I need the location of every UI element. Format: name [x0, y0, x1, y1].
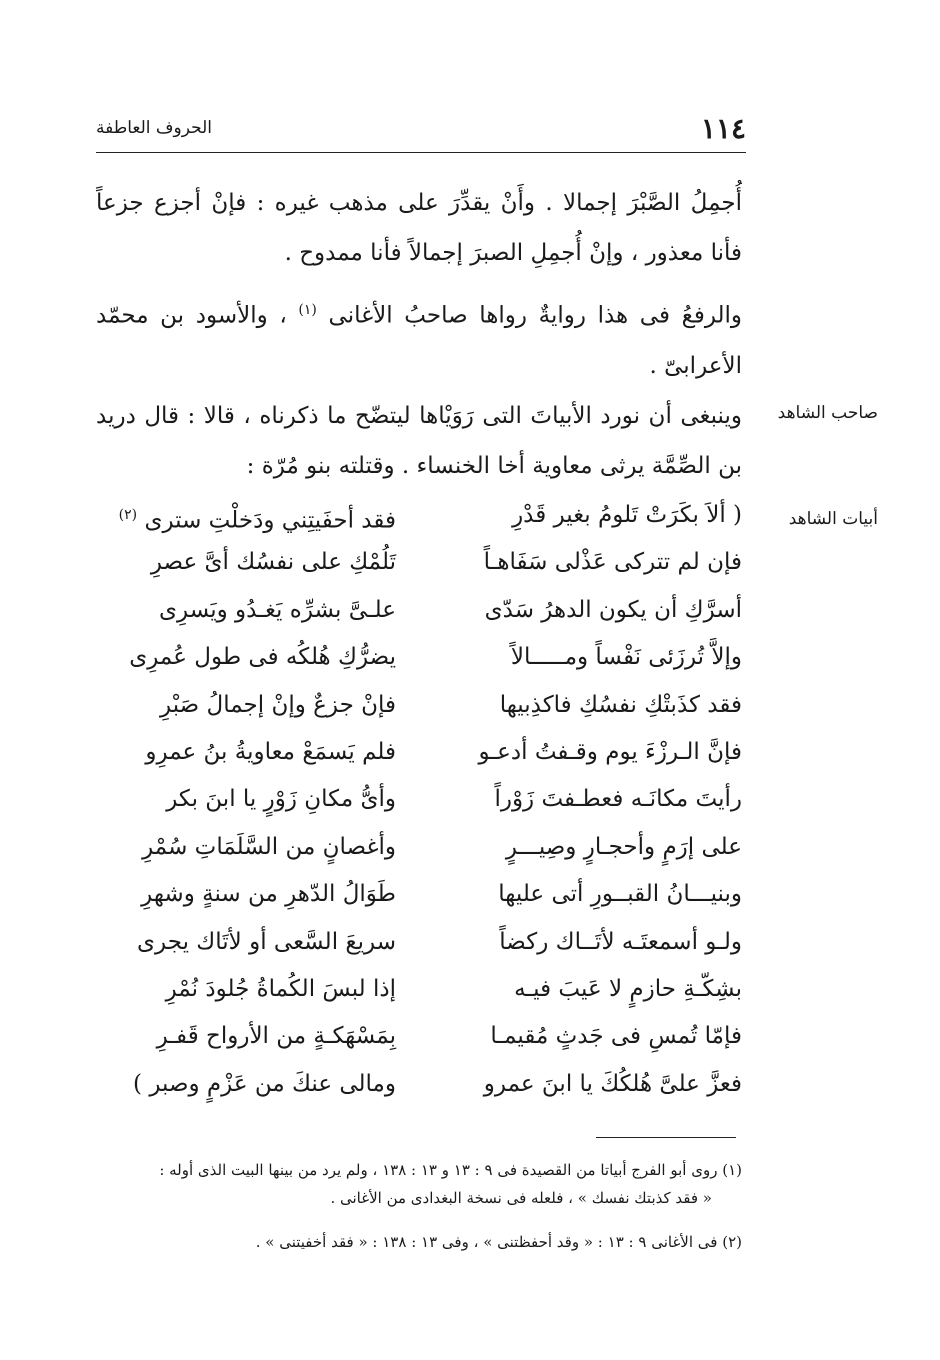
verse-second-hemistich: فلم يَسمَعْ معاويةُ بنُ عمرِو	[145, 738, 396, 765]
verse-first-hemistich: فعزَّ علىَّ هُلكُكَ يا ابنَ عمرو	[483, 1070, 742, 1097]
poem-verse	[96, 634, 742, 681]
verse-second-hemistich: وأغصانٍ من السَّلَمَاتِ سُمْرِ	[142, 833, 396, 860]
footnote-2: (٢) فى الأغانى ٩ : ١٣ : « وقد أحفظتنى » ، وفى ١٣ : ١٣٨ : « فقد أخفيتنى » .	[255, 1233, 742, 1251]
poem-verse	[96, 729, 742, 776]
poem-verse	[96, 587, 742, 634]
verse-first-hemistich: فإمّا تُمسِ فى جَدثٍ مُقيمـا	[490, 1023, 742, 1050]
margin-note-author: صاحب الشاهد	[777, 403, 878, 423]
section-title: الحروف العاطفة	[96, 118, 213, 138]
verse-first-hemistich: ولـو أسمعتَـه لأتَــاك ركضاً	[499, 928, 742, 955]
verse-second-hemistich: فإنْ جزعٌ وإنْ إجمالُ صَبْرِ	[160, 691, 396, 718]
paragraph-riwaya	[96, 285, 798, 391]
verse-second-hemistich: سريعَ السَّعى أو لأتَاك يجرى	[137, 928, 396, 955]
paragraph-riwaya-text: والرفعُ فى هذا روايةٌ رواها صاحبُ الأغانى	[328, 302, 743, 329]
verse-first-hemistich: وبنيـــانُ القبــورِ أتى عليها	[498, 881, 742, 908]
poem-verse	[96, 1013, 742, 1060]
poem-verse	[96, 682, 742, 729]
footnote-rule	[596, 1137, 736, 1138]
paragraph-intro-verses: وينبغى أن نورد الأبياتَ التى رَوَيْاها ليتضّح ما ذكرناه ، قالا : قال دريد بن الصِّمَّة يرثى معاوية أخا الخنساء . وقتلته بنو مُرّة :	[96, 403, 742, 479]
footnote-ref-2[interactable]: (٢)	[118, 507, 138, 523]
poem-verse	[96, 824, 742, 871]
verse-second-hemistich	[96, 492, 396, 545]
verse-second-hemistich: وأىُّ مكانِ زَوْرٍ يا ابنَ بكر	[166, 786, 396, 813]
poem-verse	[96, 871, 742, 918]
header-rule	[96, 152, 746, 153]
footnote-ref-1[interactable]: (١)	[298, 302, 317, 318]
page-number: ١١٤	[700, 112, 746, 145]
verse-first-hemistich: أسرَّكِ أن يكون الدهرُ سَدّى	[484, 596, 742, 623]
verse-second-hemistich: علـىَّ بشرِّه يَغـدُو ويَسرِى	[159, 596, 396, 623]
running-head	[96, 112, 746, 146]
verse-second-hemistich: طَوَالُ الدّهرِ من سنةٍ وشهرِ	[141, 881, 396, 908]
verse-first-hemistich: ( ألاَ بكَرَتْ تَلومُ بغير قَدْرِ	[512, 502, 742, 528]
verse-first-hemistich: رأيتَ مكانَـه فعطـفتَ زَوْراً	[494, 786, 742, 813]
poem	[96, 492, 742, 1108]
verse-second-hemistich: تَلُمْكِ على نفسُك أىَّ عصرِ	[150, 549, 396, 576]
verse-first-hemistich: فإن لم تتركى عَذْلى سَفَاهـاً	[483, 549, 742, 576]
verse-first-hemistich: بشِكّـةِ حازمٍ لا عَيبَ فيـه	[514, 975, 742, 1002]
footnote-1-line-1: (١) روى أبو الفرج أبياتا من القصيدة فى ٩ : ١٣ و ١٣ : ١٣٨ ، ولم يرد من بينها البيت الذى أوله :	[159, 1161, 742, 1179]
poem-verse	[96, 776, 742, 823]
poem-verse	[96, 1061, 742, 1108]
verse-first-hemistich: فقد كذَبتْكِ نفسُكِ فاكذِبيها	[499, 691, 742, 718]
verse-first-hemistich: فإنَّ الـرزْءَ يوم وقـفتُ أدعـو	[478, 738, 742, 765]
verse-second-hemistich: بِمَسْهَكـةٍ من الأرواح قَفـرِ	[156, 1023, 396, 1050]
poem-verse	[96, 966, 742, 1013]
footnote-1	[96, 1156, 742, 1212]
paragraph-continuation: أُجمِلُ الصَّبْرَ إجمالا . وأَنْ يقدِّرَ على مذهب غيره : فإنْ أجزع جزعاً فأنا معذور ، وإنْ أُجمِلِ الصبرَ إجمالاً فأنا ممدوح .	[96, 190, 742, 266]
poem-verse	[96, 919, 742, 966]
poem-verse	[96, 539, 742, 586]
poem-verse	[96, 492, 742, 539]
paragraph-riwaya-text-end: ، والأسود بن محمّد الأعرابىّ .	[96, 302, 742, 379]
verse-second-hemistich: إذا لبسَ الكُماةُ جُلودَ نُمْرِ	[165, 975, 396, 1002]
verse-first-hemistich: على إرَمٍ وأحجـارٍ وصِيـــرٍ	[505, 833, 742, 860]
verse-second-hemistich-text: فقد أحفَيتِني ودَخلْتِ سترى	[144, 507, 396, 534]
verse-second-hemistich: ومالى عنكَ من عَزْمٍ وصبر )	[133, 1070, 396, 1097]
verse-second-hemistich: يضرُّكِ هُلكُه فى طول عُمرِى	[129, 644, 396, 671]
footnote-1-line-2: « فقد كذبتك نفسك » ، فلعله فى نسخة البغدادى من الأغانى .	[330, 1189, 712, 1207]
margin-note-verses: أبيات الشاهد	[788, 509, 878, 529]
verse-first-hemistich: وإلاَّ تُرزَئى نَفْساً ومـــــالاً	[510, 644, 742, 671]
